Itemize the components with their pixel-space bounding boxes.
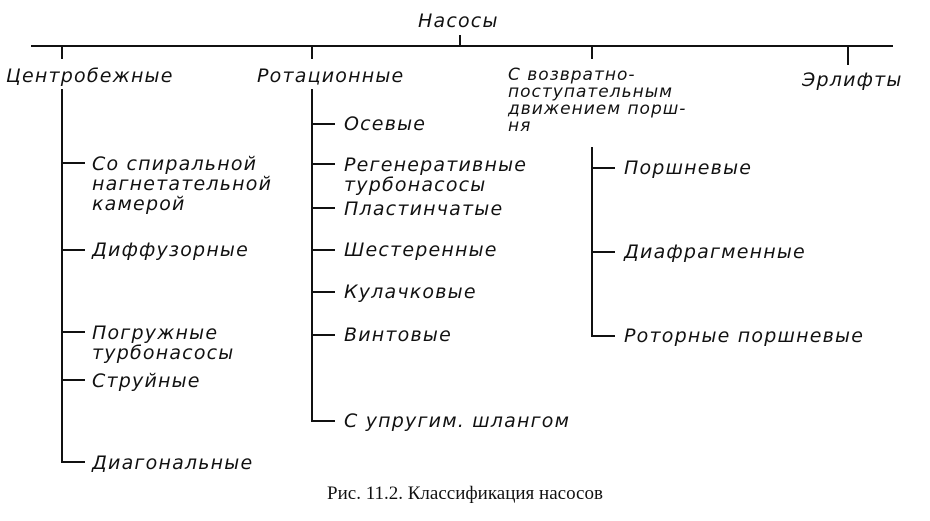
item-rotary-hose: С упругим. шлангом [344, 410, 571, 432]
item-rotary-screw: Винтовые [344, 324, 452, 346]
item-rotary-gear: Шестеренные [344, 239, 498, 261]
item-centrifugal-diagonal: Диагональные [92, 452, 254, 474]
figure-caption: Рис. 11.2. Классификация насосов [327, 483, 603, 504]
item-rotary-cam: Кулачковые [344, 281, 477, 303]
item-centrifugal-submersible: Погружные турбонасосы [92, 322, 235, 364]
category-centrifugal: Центробежные [6, 65, 174, 87]
item-reciprocating-rotary-piston: Роторные поршневые [624, 325, 865, 347]
category-reciprocating: С возвратно- поступательным движением порш- ня [508, 65, 687, 136]
item-reciprocating-piston: Поршневые [624, 157, 753, 179]
item-rotary-axial: Осевые [344, 113, 427, 135]
item-centrifugal-jet: Струйные [92, 370, 201, 392]
item-rotary-regenerative: Регенеративные турбонасосы [344, 154, 528, 196]
item-centrifugal-spiral: Со спиральной нагнетательной камерой [92, 153, 273, 215]
item-reciprocating-diaphragm: Диафрагменные [624, 241, 806, 263]
root-title: Насосы [418, 10, 499, 32]
item-rotary-vane: Пластинчатые [344, 198, 504, 220]
category-rotary: Ротационные [257, 65, 405, 87]
item-centrifugal-diffuser: Диффузорные [92, 239, 250, 261]
category-airlift: Эрлифты [802, 69, 903, 91]
